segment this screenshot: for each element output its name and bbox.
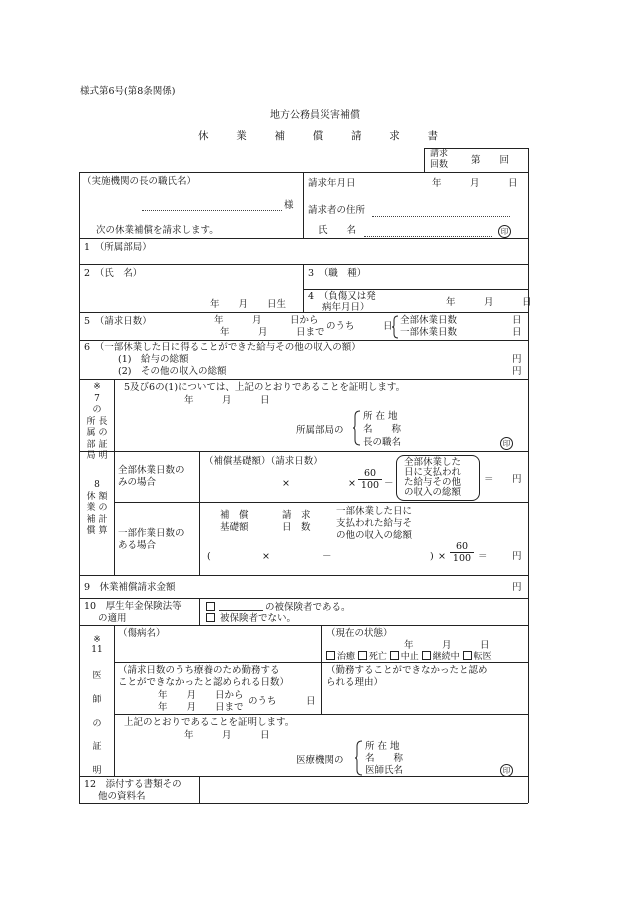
attachments-label-2: 他の資料名 [98,791,146,802]
doctor-cert-date[interactable]: 年 月 日 [184,730,270,741]
side-char: 属 [86,428,96,439]
dept-cert-text: 5及び6の(1)については、上記のとおりであることを証明します。 [124,382,406,393]
name-row-label: 2 （氏 名） [84,268,143,279]
pension-option-1 [206,601,351,613]
partial-label-1: 一部作業日数の [118,528,185,539]
denominator: 100 [360,480,380,491]
side-char: 8 [94,480,100,490]
injury-label-1: 4 （負傷又は発 [308,291,376,302]
injury-label-2: 病年月日） [322,302,370,313]
side-char: ※ [93,382,101,392]
count-value[interactable]: 第 回 [471,155,510,166]
days-to[interactable]: 年 月 日まで [220,327,325,338]
side-char: ※ [93,635,101,645]
continuing-checkbox[interactable] [422,651,431,660]
partial-label-2: ある場合 [118,540,157,551]
side-char: 明 [92,766,102,777]
paren-close: ) [430,551,434,562]
form-number: 様式第6号(第8条関係) [80,86,176,97]
deduction-text-3: た給与その他 [404,477,462,488]
transfer-checkbox[interactable] [463,651,472,660]
title-char: 休 [198,130,209,142]
option-label: 継続中 [432,652,460,662]
full-only-label-1: 全部休業日数の [118,465,185,476]
salary-total-label: (1) 給与の総額 [118,354,189,365]
dept-org-label: 名 称 [363,424,402,435]
col-days-1: 請 求 [282,510,311,521]
numerator: 60 [358,468,382,480]
request-text: 次の休業補償を請求します。 [96,225,219,236]
insurance-type-field[interactable] [219,601,263,611]
side-char: 7 [94,393,100,404]
form-title-line1: 地方公務員災害補償 [270,110,360,121]
insured-label: の被保険者である。 [265,602,351,613]
doctor-name-label: 医師氏名 [365,765,404,776]
minus-sign: － [322,551,332,562]
option-label: 死亡 [368,652,387,662]
treatment-within: のうち [248,696,277,707]
col-base-2: 基礎額 [220,522,249,533]
deduction-text-4: の収入の総額 [404,487,462,498]
not-insured-label: 被保険者でない。 [220,613,297,624]
partial-days-label: 一部休業日数 [400,327,458,338]
official-name-field[interactable] [142,196,282,210]
insured-checkbox[interactable] [206,602,215,611]
times-sign: × [262,551,270,562]
brace-icon [352,410,361,446]
side-char: 補 [86,514,96,525]
death-checkbox[interactable] [358,651,367,660]
income-label: 6 （一部休業した日に得ることができた給与その他の収入の額） [84,342,361,353]
request-date-label: 請求年月日 [308,178,356,189]
reason-label-1: （勤務することができなかったと認め [326,665,488,676]
official-label: （実施機関の長の職氏名） [82,176,197,187]
medical-inst-label: 医療機関の [296,755,344,766]
status-label: （現在の状態） [326,628,393,639]
pension-option-2 [206,613,296,624]
side-char: 明 [98,451,108,462]
treatment-from[interactable]: 年 月 日から [158,690,244,701]
side-char: 所 [86,416,96,427]
attachments-label-1: 12 添付する書類その [84,779,182,790]
title-char: 求 [389,130,400,142]
request-days-label: 5 （請求日数） [84,316,152,327]
side-char: の [98,428,108,439]
side-char: 証 [98,439,108,450]
brace-icon [391,315,399,339]
side-char: 部 [86,439,96,450]
full-yen: 円 [512,474,522,485]
times-sign: × [348,478,356,489]
option-label: 中止 [400,652,419,662]
dept-address-label: 所 在 地 [363,411,398,422]
side-char: 計 [98,514,108,525]
address-label: 請求者の住所 [308,205,366,216]
option-label: 治癒 [337,652,356,662]
dept-cert-side-label [80,382,114,463]
side-char: 業 [86,503,96,514]
side-char: 医 [92,670,102,681]
times-sign: × [282,478,290,489]
side-char: の [98,503,108,514]
days-within: のうち [326,321,355,332]
dept-of-label: 所属部局の [296,425,344,436]
side-char: 額 [98,491,108,502]
col-income-3: の他の収入の総額 [336,530,413,541]
stopped-checkbox[interactable] [390,651,399,660]
request-date-value[interactable]: 年 月 日 [432,178,518,189]
days-from[interactable]: 年 月 日から [214,315,319,326]
title-char: 償 [312,130,324,142]
title-char: 請 [351,130,362,142]
partial-yen: 円 [512,551,522,562]
address-field[interactable] [372,202,510,216]
fraction-60-100 [358,468,382,491]
full-days-label: 全部休業日数 [400,315,458,326]
calc-head: （補償基礎額）（請求日数） [204,456,323,467]
dept-cert-date[interactable]: 年 月 日 [184,395,270,406]
partial-days-unit: 日 [512,327,522,338]
brace-icon [354,740,363,776]
deduction-text-1: 全部休業した [404,457,462,468]
title-char: 補 [274,130,285,142]
seal-icon: 印 [500,764,513,777]
pension-label-1: 10 厚生年金保険法等 [84,601,182,612]
treatment-days-label-1: （請求日数のうち療養のため勤務する [118,665,280,676]
salary-yen: 円 [512,354,522,365]
sama-label: 様 [284,200,294,211]
not-insured-checkbox[interactable] [206,613,215,622]
name-label: 氏 名 [318,225,357,236]
full-only-label-2: みの場合 [118,477,157,488]
side-char: 償 [86,526,96,537]
days-unit: 日 [383,321,393,332]
inst-name-label: 名 称 [365,753,404,764]
treatment-to[interactable]: 年 月 日まで [158,702,244,713]
treatment-day-unit: 日 [306,696,316,707]
doctor-cert-text: 上記のとおりであることを証明します。 [124,717,295,728]
dept-label: 1 （所属部局） [84,242,152,253]
form-title-line2 [198,128,438,143]
side-char: の [92,405,102,416]
title-char: 書 [427,130,438,142]
numerator: 60 [450,541,474,553]
disease-label: （傷病名） [118,628,166,639]
col-income-1: 一部休業した日に [336,506,413,517]
birth-date[interactable]: 年 月 日生 [210,299,287,310]
other-income-label: (2) その他の収入の総額 [118,366,227,377]
deduction-text-2: 日に支払われ [404,467,462,478]
doctor-cert-side-label [80,636,114,777]
job-label: 3 （職 種） [308,268,367,279]
name-field[interactable] [364,222,492,236]
status-options [326,651,492,663]
col-days-2: 日 数 [282,522,311,533]
other-yen: 円 [512,366,522,377]
side-char: 局 [86,451,96,462]
side-char: 休 [86,491,96,502]
fraction-60-100 [450,541,474,564]
dept-head-label: 長の職名 [363,437,402,448]
col-income-2: 支払われた給与そ [336,518,413,529]
side-char: 11 [91,644,103,655]
seal-icon: 印 [498,225,511,238]
denominator: 100 [452,553,472,564]
reason-label-2: られる理由） [326,677,384,688]
claim-amount-label: 9 休業補償請求金額 [84,582,176,593]
paren-open: ( [207,551,211,562]
side-char: 師 [92,694,102,705]
treatment-days-label-2: ことができなかったと認められる日数） [118,677,290,688]
equals-sign: ＝ [478,551,488,562]
seal-icon: 印 [500,437,513,450]
option-label: 転医 [473,652,492,662]
title-char: 業 [236,130,247,142]
status-date[interactable]: 年 月 日 [404,640,490,651]
injury-date[interactable]: 年 月 日 [446,297,532,308]
claim-amount-yen: 円 [512,582,522,593]
cured-checkbox[interactable] [326,651,335,660]
side-char: 算 [98,526,108,537]
inst-address-label: 所 在 地 [365,741,400,752]
minus-sign: － [384,478,394,489]
times-sign: × [438,551,446,562]
calc-side-label [80,480,114,538]
equals-sign: ＝ [484,474,494,485]
col-base-1: 補 償 [220,510,249,521]
side-char: 長 [98,416,108,427]
side-char: 証 [92,742,102,753]
count-label: 請求 回数 [430,149,449,171]
pension-label-2: の適用 [98,613,127,624]
full-days-unit: 日 [512,315,522,326]
side-char: の [92,718,102,729]
